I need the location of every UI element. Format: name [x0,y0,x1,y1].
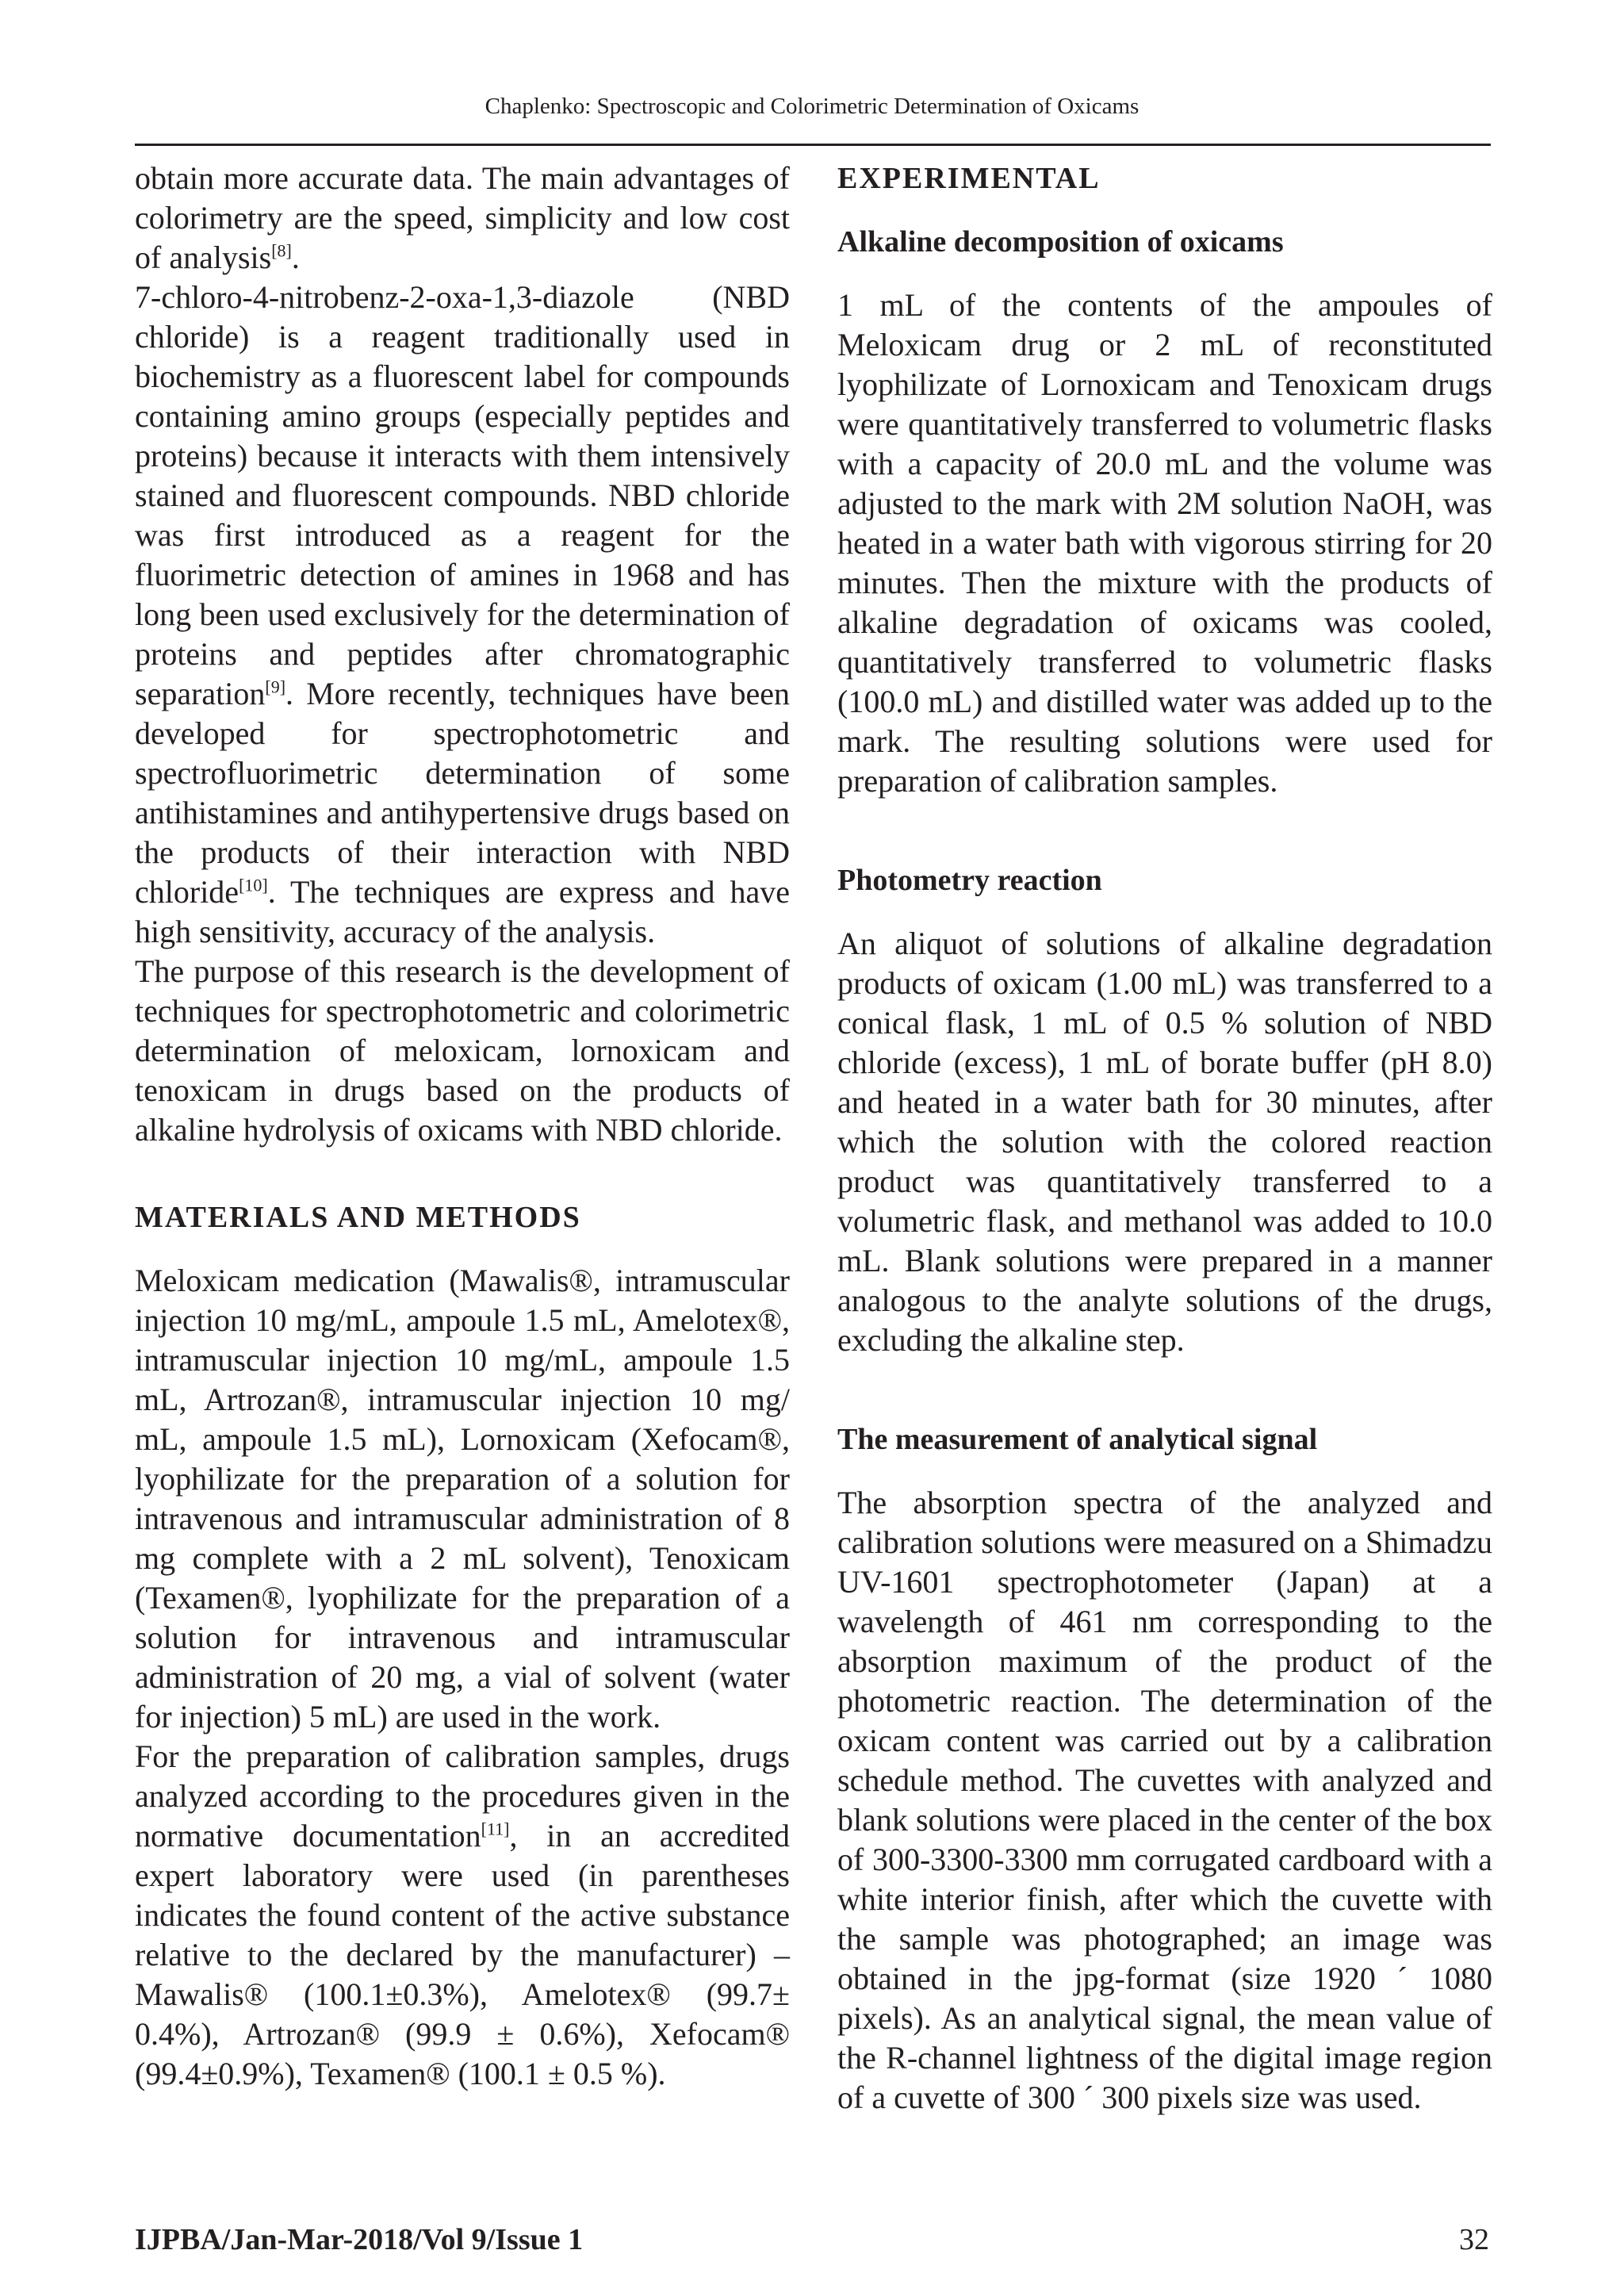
header-rule [135,144,1491,146]
paragraph-medications: Meloxicam medication (Mawalis®, intramuscular injection 10 mg/mL, ampoule 1.5 mL, Amelotex®, intramuscular injection 10 mg/mL, ampoule 1.5 mL, Artrozan®, intramuscular injection 10 mg/ mL, ampoule 1.5 mL), Lornoxicam (Xefocam®, lyophilizate for the preparation of a solution for intravenous and intramuscular administration of 8 mg complete with a 2 mL solvent), Tenoxicam (Texamen®, lyophilizate for the preparation of a solution for intravenous and intramuscular administration of 20 mg, a vial of solvent (water for injection) 5 mL) are used in the work. [135,1263,790,1734]
journal-info: IJPBA/Jan-Mar-2018/Vol 9/Issue 1 [135,2223,584,2256]
right-column [837,159,1492,2118]
paragraph-text: . The techniques are express and have high sensitivity, accuracy of the analysis. [135,874,790,949]
paragraph-calibration-samples [135,1737,790,2094]
citation-ref: [10] [239,875,268,895]
left-column [135,159,790,2094]
spacer [135,1150,790,1198]
page-number: 32 [1459,2223,1489,2256]
citation-ref: [9] [265,677,286,697]
subheading-alkaline: Alkaline decomposition of oxicams [837,225,1284,259]
spacer [837,262,1492,286]
paragraph-intro-continued [135,159,790,278]
paragraph-measurement: The absorption spectra of the analyzed and calibration solutions were measured on a Shimadzu UV-1601 spectrophotometer (Japan) at a wavelength of 461 nm corresponding to the absorption maximum of the product of the photometric reaction. The determination of the oxicam content was carried out by a calibration schedule method. The cuvettes with analyzed and blank solutions were placed in the center of the box of 300-3300-3300 mm corrugated cardboard with a white interior finish, after which the cuvette with the sample was photographed; an image was obtained in the jpg-format (size 1920 ´ 1080 pixels). As an analytical signal, the mean value of the R-channel lightness of the digital image region of a cuvette of 300 ´ 300 pixels size was used. [837,1485,1492,2115]
spacer [837,1459,1492,1483]
running-title: Chaplenko: Spectroscopic and Colorimetric Determination of Oxicams [485,94,1139,119]
spacer [837,1360,1492,1420]
paragraph-text: For the preparation of calibration samples, drugs analyzed according to the procedures given in the normative documentation [135,1738,790,1853]
spacer [135,1237,790,1261]
section-heading-experimental: EXPERIMENTAL [837,162,1101,195]
paragraph-photometry: An aliquot of solutions of alkaline degradation products of oxicam (1.00 mL) was transferred to a conical flask, 1 mL of 0.5 % solution of NBD chloride (excess), 1 mL of borate buffer (pH 8.0) and heated in a water bath for 30 minutes, after which the solution with the colored reaction product was quantitatively transferred to a volumetric flask, and methanol was added to 10.0 mL. Blank solutions were prepared in a manner analogous to the analyte solutions of the drugs, excluding the alkaline step. [837,926,1492,1358]
subheading-photometry: Photometry reaction [837,864,1102,897]
paragraph-alkaline: 1 mL of the contents of the ampoules of Meloxicam drug or 2 mL of reconstituted lyophilizate of Lornoxicam and Tenoxicam drugs were quantitatively transferred to volumetric flasks with a capacity of 20.0 mL and the volume was adjusted to the mark with 2M solution NaOH, was heated in a water bath with vigorous stirring for 20 minutes. Then the mixture with the products of alkaline degradation of oxicams was cooled, quantitatively transferred to volumetric flasks (100.0 mL) and distilled water was added up to the mark. The resulting solutions were used for preparation of calibration samples. [837,287,1492,799]
paragraph-text: 7-chloro-4-nitrobenz-2-oxa-1,3-diazole (NBD chloride) is a reagent traditionally used in biochemistry as a fluorescent label for compounds containing amino groups (especially peptides and proteins) because it interacts with them intensively stained and fluorescent compounds. NBD chloride was first introduced as a reagent for the fluorimetric detection of amines in 1968 and has long been used exclusively for the determination of proteins and peptides after chromatographic separation [135,279,790,711]
subheading-measurement: The measurement of analytical signal [837,1423,1318,1456]
paragraph-nbd-chloride [135,278,790,952]
section-heading-materials: MATERIALS AND METHODS [135,1201,581,1234]
spacer [837,198,1492,222]
citation-ref: [8] [271,240,292,261]
paragraph-text: , in an accredited expert laboratory were used (in parentheses indicates the found content of the active substance relative to the declared by the manufacturer) – Mawalis® (100.1±0.3%), Amelotex® (99.7± 0.4%), Artrozan® (99.9 ± 0.6%), Xefocam® (99.4±0.9%), Texamen® (100.1 ± 0.5 %). [135,1818,790,2091]
spacer [837,900,1492,924]
paragraph-text: . [291,240,300,275]
paragraph-purpose: The purpose of this research is the development of techniques for spectrophotometric and colorimetric determination of meloxicam, lornoxicam and tenoxicam in drugs based on the products of alkaline hydrolysis of oxicams with NBD chloride. [135,953,790,1148]
spacer [837,801,1492,861]
paragraph-text: . More recently, techniques have been developed for spectrophotometric and spectrofluorimetric determination of some antihistamines and antihypertensive drugs based on the products of their interaction with NBD chloride [135,676,790,910]
citation-ref: [11] [481,1819,510,1839]
paragraph-text: obtain more accurate data. The main advantages of colorimetry are the speed, simplicity and low cost of analysis [135,160,790,275]
